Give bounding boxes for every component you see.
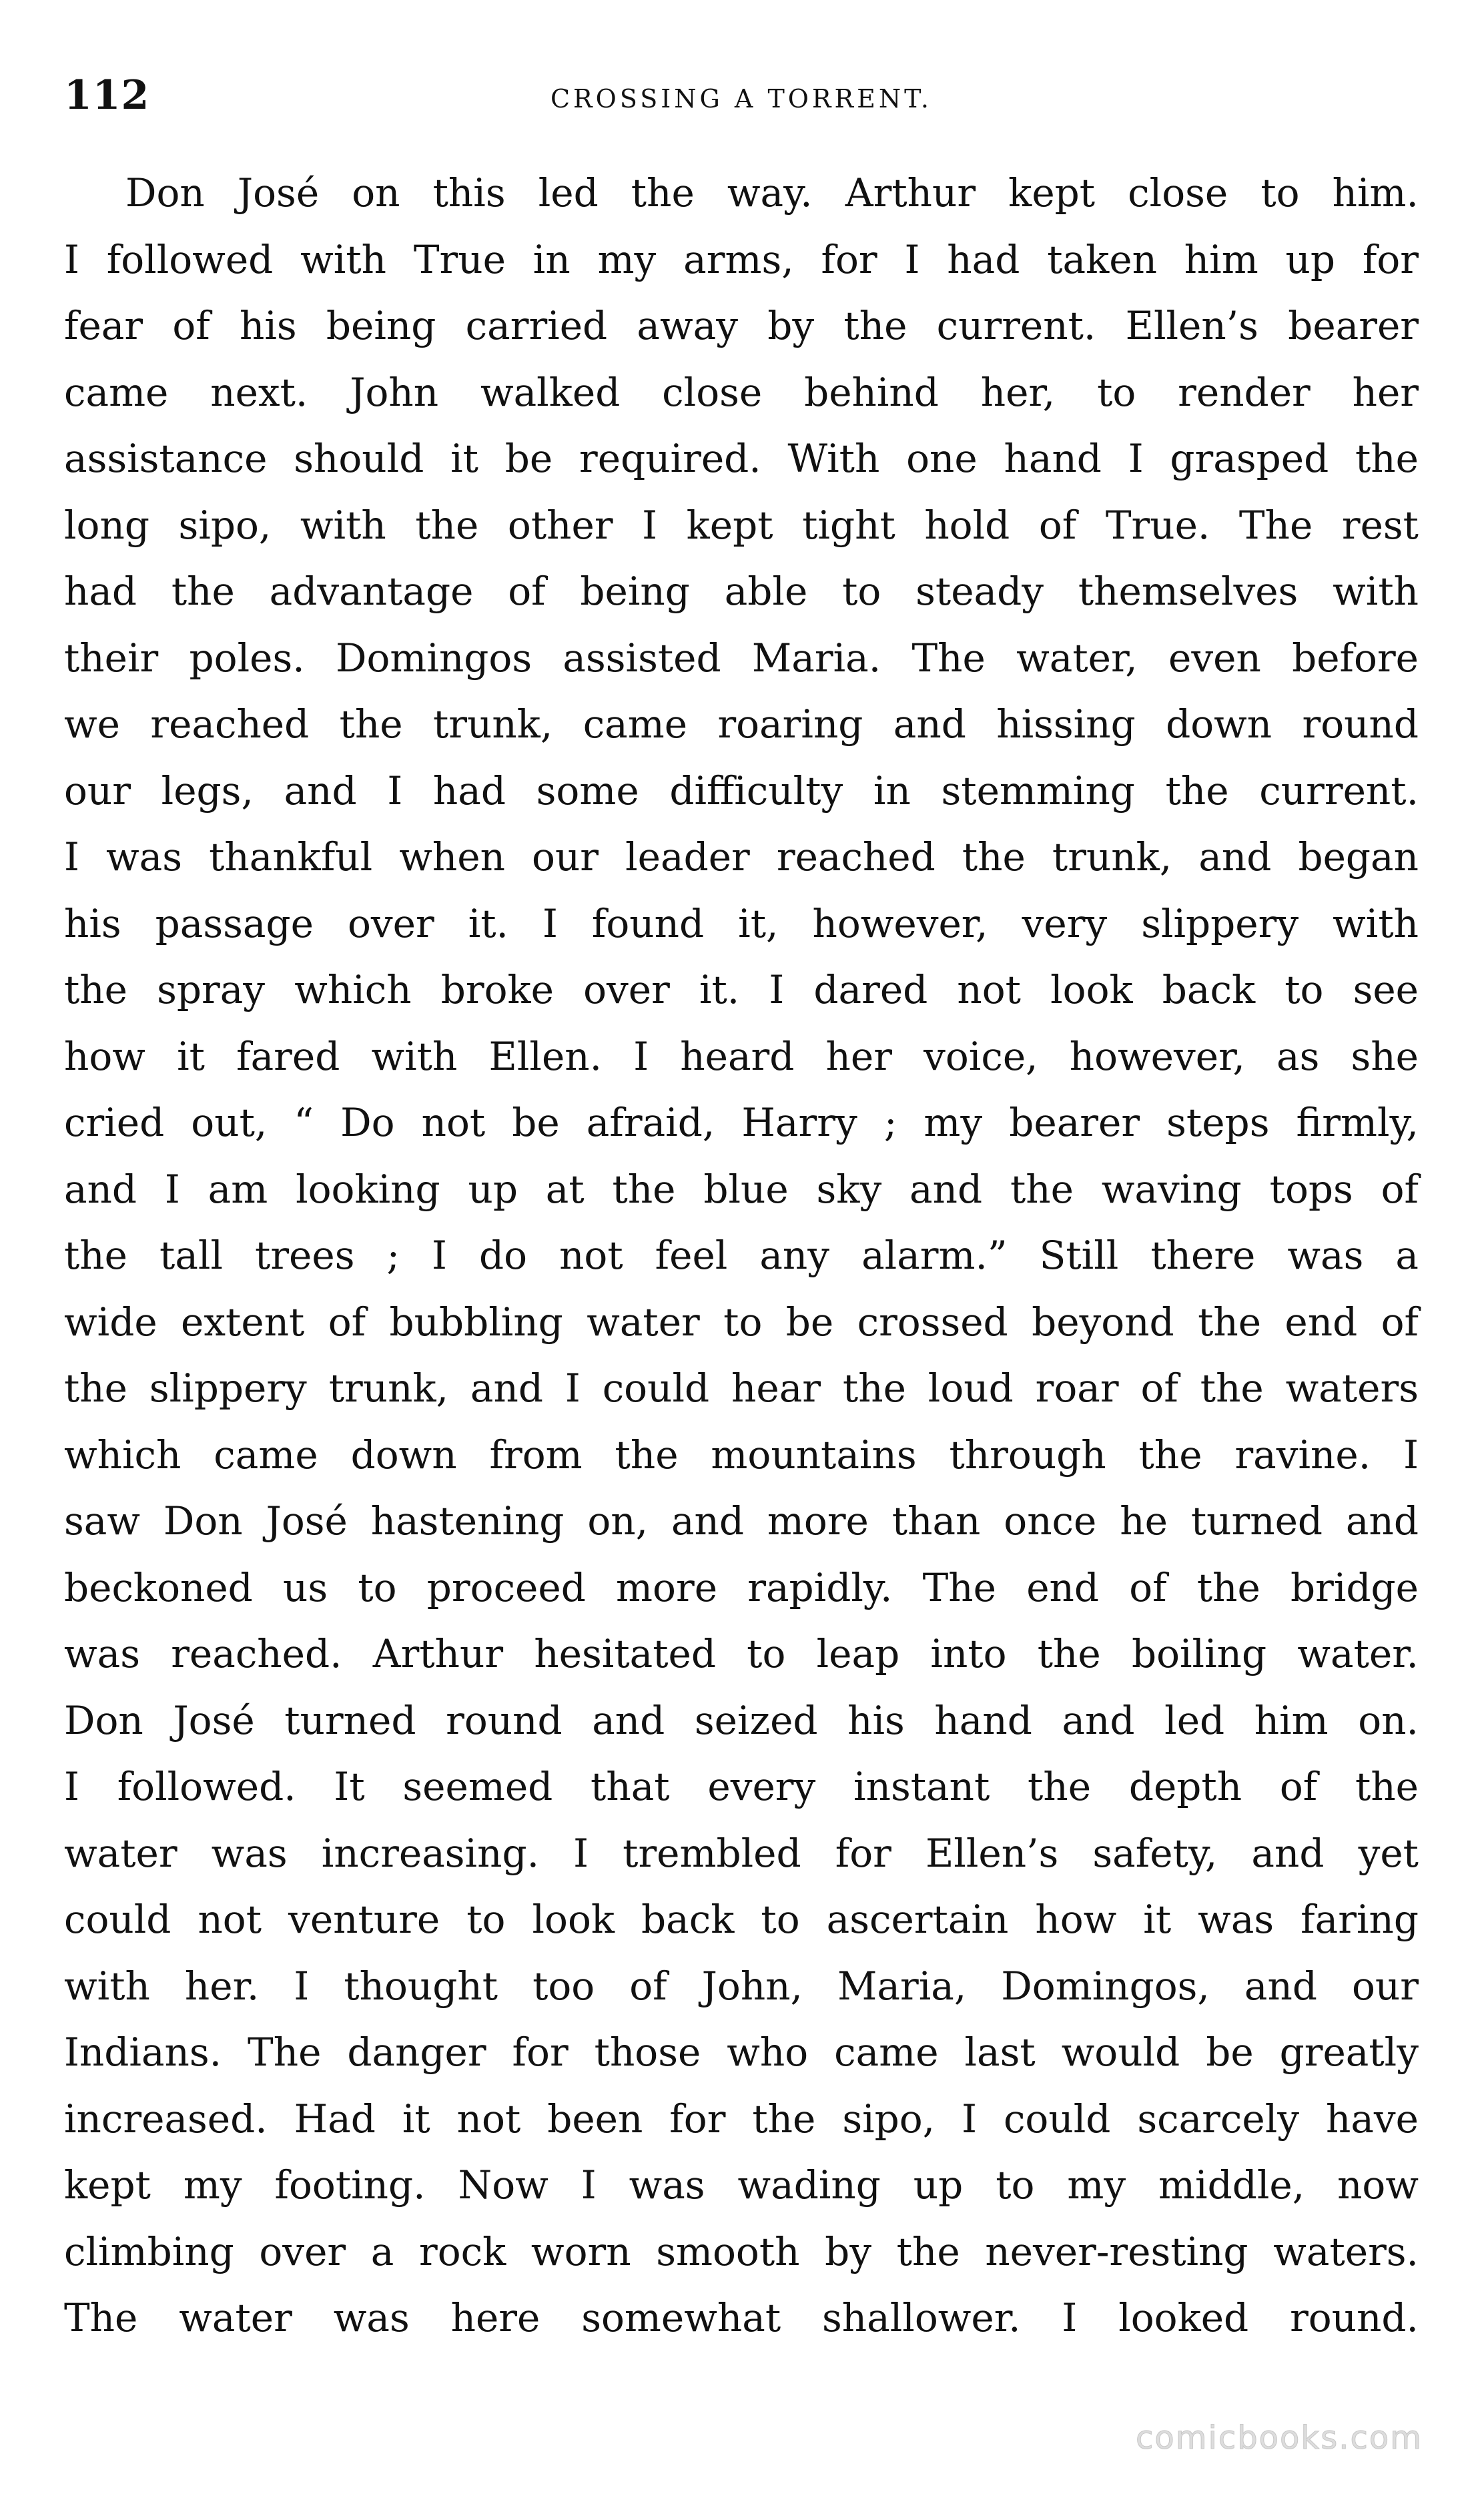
text-line: water was increasing. I trembled for Ellen’s safety, and yet [64, 1830, 1419, 1876]
text-line: which came down from the mountains through the ravine. I [64, 1432, 1419, 1478]
text-line: the spray which broke over it. I dared not look back to see [64, 967, 1419, 1012]
text-line: saw Don José hastening on, and more than once he turned and [64, 1498, 1419, 1544]
text-line: Indians. The danger for those who came last would be greatly [64, 2030, 1419, 2075]
text-line: his passage over it. I found it, however, very slippery with [64, 900, 1419, 946]
text-line: was reached. Arthur hesitated to leap into the boiling water. [64, 1631, 1419, 1676]
text-line: with her. I thought too of John, Maria, Domingos, and our [64, 1963, 1419, 2009]
text-line: the tall trees ; I do not feel any alarm.” Still there was a [64, 1233, 1419, 1278]
text-line: could not venture to look back to ascertain how it was faring [64, 1897, 1419, 1942]
text-line: Don José on this led the way. Arthur kept close to him. [125, 170, 1419, 216]
text-line: kept my footing. Now I was wading up to my middle, now [64, 2162, 1419, 2208]
text-line: our legs, and I had some difficulty in stemming the current. [64, 767, 1419, 814]
text-line: how it fared with Ellen. I heard her voice, however, as she [64, 1033, 1419, 1079]
watermark: comicbooks.com [1135, 2419, 1423, 2457]
text-line: had the advantage of being able to steady themselves with [64, 569, 1419, 614]
page-header [64, 65, 1419, 125]
text-line: I was thankful when our leader reached the trunk, and began [64, 834, 1419, 880]
text-line: and I am looking up at the blue sky and the waving tops of [64, 1166, 1419, 1212]
text-line: Don José turned round and seized his hand and led him on. [64, 1697, 1419, 1743]
text-line: fear of his being carried away by the current. Ellen’s bearer [64, 303, 1419, 348]
text-line: I followed with True in my arms, for I had taken him up for [64, 236, 1419, 282]
text-line: the slippery trunk, and I could hear the loud roar of the waters [64, 1365, 1419, 1411]
text-line: came next. John walked close behind her, to render her [64, 369, 1419, 415]
text-line: climbing over a rock worn smooth by the never-resting waters. [64, 2228, 1419, 2274]
text-line: we reached the trunk, came roaring and hissing down round [64, 701, 1419, 747]
text-line: beckoned us to proceed more rapidly. The end of the bridge [64, 1564, 1419, 1610]
text-line: increased. Had it not been for the sipo, I could scarcely have [64, 2096, 1419, 2142]
text-line: wide extent of bubbling water to be crossed beyond the end of [64, 1299, 1419, 1345]
text-line: cried out, “ Do not be afraid, Harry ; my bearer steps firmly, [64, 1100, 1419, 1145]
page-number: 112 [64, 72, 150, 119]
text-line: their poles. Domingos assisted Maria. The water, even before [64, 635, 1419, 681]
text-line: assistance should it be required. With one hand I grasped the [64, 436, 1419, 481]
running-head: CROSSING A TORRENT. [550, 84, 932, 113]
text-line: long sipo, with the other I kept tight hold of True. The rest [64, 502, 1419, 548]
text-line: The water was here somewhat shallower. I looked round. [64, 2295, 1419, 2341]
body-text [64, 160, 1419, 2352]
text-line: I followed. It seemed that every instant the depth of the [64, 1764, 1419, 1809]
